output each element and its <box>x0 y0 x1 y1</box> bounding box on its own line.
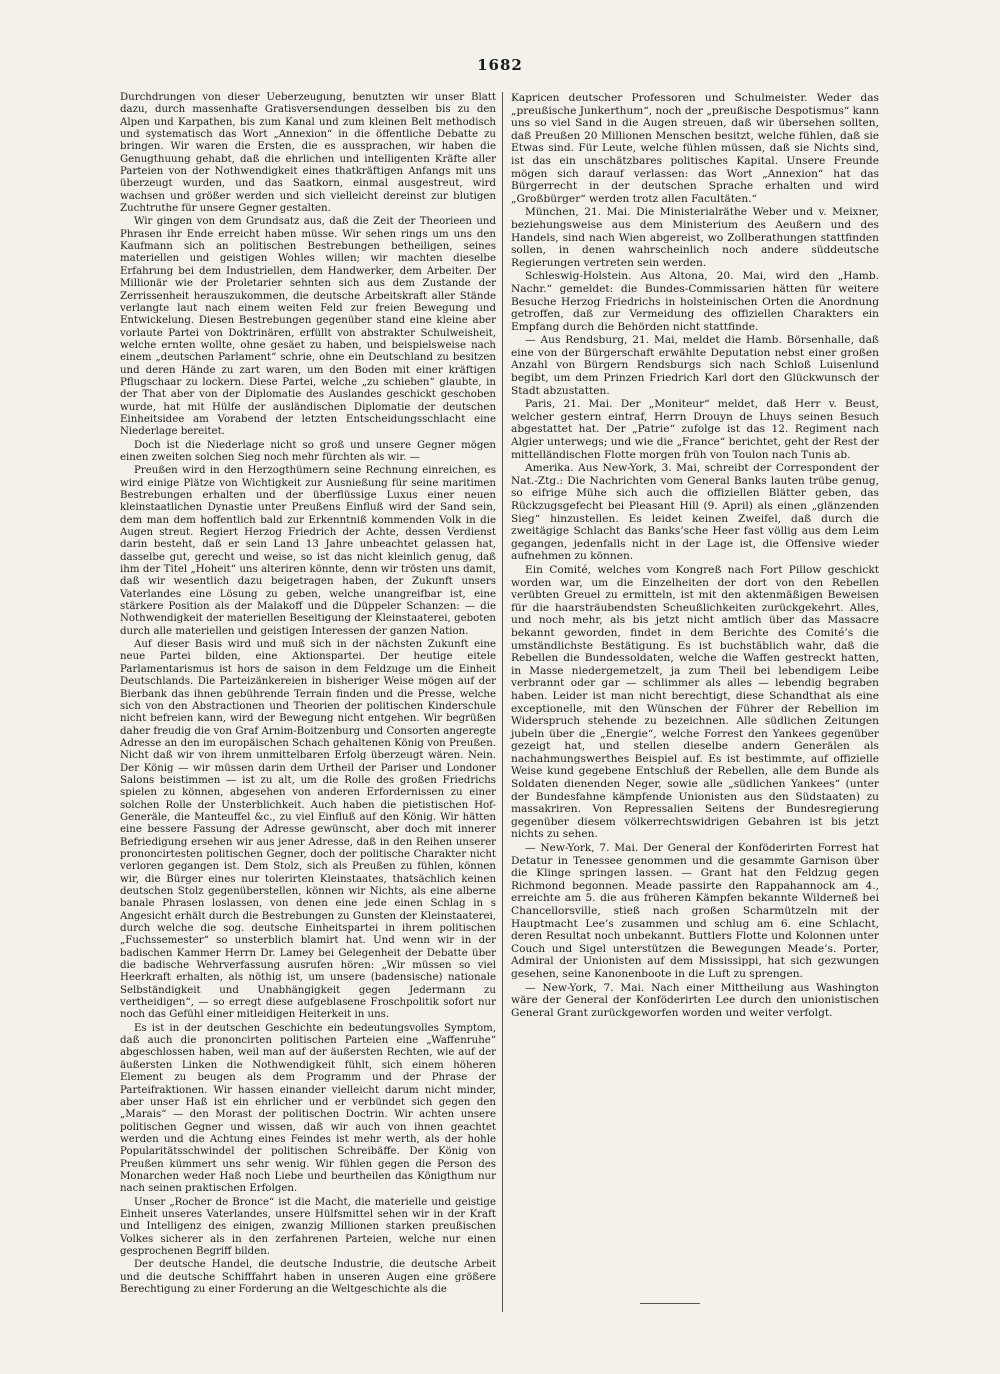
news-item-muenchen: München, 21. Mai. Die Ministerialräthe Weber und v. Meixner, beziehungsweise aus dem Ministerium des Aeußern und des Handels, sind nach Wien abgereist, wo Zollberathungen stattfinden sollen, in denen wahrscheinlich noch andere süddeutsche Regierungen vertreten sein werden. <box>511 206 879 269</box>
end-rule <box>640 1303 700 1304</box>
paragraph: Auf dieser Basis wird und muß sich in der nächsten Zukunft eine neue Partei bilden, eine Aktionspartei. Der heutige eitele Parlamentarismus ist hors de saison in dem Feldzuge um die Einheit Deutschlands. Die Parteizänkereien in bisheriger Weise mögen auf der Bierbank das ihnen gebührende Terrain finden und die Presse, welche sich von den Abstractionen und Theorien der politischen Kinderschule nicht befreien kann, wird der Bewegung nicht entgehen. Wir begrüßen daher freudig die von Graf Arnim-Boitzenburg und Consorten angeregte Adresse an den im europäischen Schach gehaltenen König von Preußen. Nicht daß wir von ihrem unmittelbaren Erfolg überzeugt wären. Nein. Der König — wir müssen darin dem Urtheil der Pariser und Londoner Salons beistimmen — ist zu alt, um die Rolle des großen Friedrichs spielen zu können, abgesehen von anderen Erfordernissen zu einer solchen Rolle der Unsterblichkeit. Auch haben die pietistischen Hof-Generäle, die Manteuffel &c., zu viel Einfluß auf den König. Wir hätten eine bessere Fassung der Adresse gewünscht, aber doch mit innerer Befriedigung ersehen wir aus jener Adresse, daß in den Reihen unserer prononcirtesten politischen Gegner, doch der politische Charakter nicht verloren gegangen ist. Dem Stolz, sich als Preußen zu fühlen, können wir, die Bürger eines nur tolerirten Kleinstaates, thatsächlich keinen deutschen Stolz gegenüberstellen, können wir Nichts, als eine alberne banale Phrasen loslassen, von denen eine jede einen Schlag in s Angesicht erhält durch die Bestrebungen zu Gunsten der Kleinstaaterei, durch welche die sog. deutsche Einheitspartei in ihrem politischen „Fuchssemester“ so unsterblich blamirt hat. Und wenn wir in der badischen Kammer Herrn Dr. Lamey bei Gelegenheit der Debatte über die badische Wehrverfassung ausrufen hören: „Wir müssen so viel Heerkraft erhalten, als nöthig ist, um unsere (badensische) nationale Selbständigkeit und Unabhängigkeit gegen Jedermann zu vertheidigen“, — so erregt diese aufgeblasene Froschpolitik sofort nur noch das Gefühl einer mitleidigen Heiterkeit in uns. <box>120 639 496 1021</box>
paragraph: Kapricen deutscher Professoren und Schulmeister. Weder das „preußische Junkerthum“, noch der „preußische Despotismus“ kann uns so viel Sand in die Augen streuen, daß wir übersehen sollten, daß Preußen 20 Millionen Menschen besitzt, welche fühlen, daß sie Etwas sind. Für Leute, welche fühlen müssen, daß sie Nichts sind, ist das ein unschätzbares politisches Kapital. Unsere Freunde mögen sich darauf verlassen: das Wort „Annexion“ hat das Bürgerrecht in der deutschen Sprache erhalten und wird „Großbürger“ werden trotz allen Facultäten.“ <box>511 92 879 205</box>
column-divider <box>502 92 503 1312</box>
right-column <box>511 92 879 1020</box>
news-item-paris: Paris, 21. Mai. Der „Moniteur“ meldet, daß Herr v. Beust, welcher gestern eintraf, Herrn Drouyn de Lhuys seinen Besuch abgestattet hat. Der „Patrie“ zufolge ist das 12. Regiment nach Algier unterwegs; und wie die „France“ berichtet, geht der Rest der mittelländischen Flotte morgen früh von Toulon nach Tunis ab. <box>511 398 879 461</box>
paragraph: Es ist in der deutschen Geschichte ein bedeutungsvolles Symptom, daß auch die prononcirten politischen Parteien eine „Waffenruhe“ abgeschlossen haben, weil man auf der äußersten Rechten, wie auf der äußersten Linken die Nothwendigkeit fühlt, sich einem höheren Element zu beugen als dem Programm und der Phrase der Parteifraktionen. Wir hassen einander vielleicht darum nicht minder, aber unser Haß ist ein ehrlicher und er verbündet sich gegen den „Marais“ — den Morast der politischen Doctrin. Wir achten unsere politischen Gegner und wissen, daß wir auch von ihnen geachtet werden und die Achtung eines Feindes ist mehr werth, als der hohle Popularitätsschwindel der politischen Schreibäffe. Der König von Preußen kümmert uns sehr wenig. Wir fühlen gegen die Person des Monarchen weder Haß noch Liebe und beurtheilen das Königthum nur nach seinen praktischen Erfolgen. <box>120 1022 496 1195</box>
news-item-new-york: — New-York, 7. Mai. Nach einer Mittheilung aus Washington wäre der General der Konföderirten Lee durch den unionistischen General Grant zurückgeworfen worden und weiter verfolgt. <box>511 981 879 1019</box>
news-item-schleswig-holstein: Schleswig-Holstein. Aus Altona, 20. Mai, wird den „Hamb. Nachr.“ gemeldet: die Bundes-Commissarien hätten für weitere Besuche Herzog Friedrichs in holsteinischen Orten die Anordnung getroffen, daß zur Vermeidung des offiziellen Charakters ein Empfang durch die Behörden nicht stattfinde. <box>511 270 879 333</box>
paragraph: Wir gingen von dem Grundsatz aus, daß die Zeit der Theorieen und Phrasen ihr Ende erreicht haben müsse. Wir sehen rings um uns den Kaufmann sich an politischen Bestrebungen betheiligen, seines materiellen und geistigen Wohles willen; wir machten dieselbe Erfahrung bei dem Industriellen, dem Handwerker, dem Arbeiter. Der Millionär wie der Proletarier sehnten sich aus dem Zustande der Zerrissenheit herauszukommen, die deutsche Arbeitskraft aller Stände verlangte laut nach einem weiten Feld zur freien Bewegung und Entwickelung. Diesen Bestrebungen gegenüber stand eine kleine aber vorlaute Partei von Doktrinären, erfüllt von abstrakter Schulweisheit, welche ernten wollte, ohne gesäet zu haben, und beispielsweise nach einem „deutschen Parlament“ schrie, ohne ein Deutschland zu besitzen und deren Hände zu zart waren, um den Boden mit einer kräftigen Pflugschaar zu lockern. Diese Partei, welche „zu schieben“ glaubte, in der That aber von der Diplomatie des Auslandes geschickt geschoben wurde, hat mit Hülfe der ausländischen Diplomatie der deutschen Einheitsidee am Vorabend der letzten Entscheidungsschlacht eine Niederlage bereitet. <box>120 216 496 438</box>
page-number: 1682 <box>477 56 523 74</box>
left-column <box>120 92 496 1297</box>
paragraph: Durchdrungen von dieser Ueberzeugung, benutzten wir unser Blatt dazu, durch massenhafte Gratisversendungen desselben bis zu den Alpen und Karpathen, bis zum Kanal und zum kleinen Belt methodisch und systematisch das Wort „Annexion“ in die öffentliche Debatte zu bringen. Wir waren die Ersten, die es aussprachen, wir haben die Genugthuung gehabt, daß die ehrlichen und intelligenten Kräfte aller Parteien von der Nothwendigkeit eines thatkräftigen Anfangs mit uns überzeugt wurden, und das Saatkorn, einmal ausgestreut, wird wachsen und größer werden und sich vielleicht dereinst zur blutigen Zuchtruthe für unsere Gegner gestalten. <box>120 92 496 215</box>
news-item-new-york: — New-York, 7. Mai. Der General der Konföderirten Forrest hat Detatur in Tenessee genommen und die gesammte Garnison über die Klinge springen lassen. — Grant hat den Feldzug gegen Richmond begonnen. Meade passirte den Rappahannock am 4., erreichte am 5. die aus früheren Kämpfen bekannte Wilderneß bei Chancellorsville, stieß nach großen Scharmützeln mit der Hauptmacht Lee’s zusammen und schlug am 6. eine Schlacht, deren Resultat noch unbekannt. Buttlers Flotte und Kolonnen unter Couch und Sigel unterstützen die Bewegungen Meade’s. Porter, Admiral der Unionisten auf dem Mississippi, hat sich gezwungen gesehen, seine Kanonenboote in die Luft zu sprengen. <box>511 842 879 980</box>
paragraph: Ein Comité, welches vom Kongreß nach Fort Pillow geschickt worden war, um die Einzelheiten der dort von den Rebellen verübten Greuel zu ermitteln, ist mit den aktenmäßigen Beweisen für die haarsträubendsten Scheußlichkeiten zurückgekehrt. Alles, und noch mehr, als bis jetzt nicht amtlich über das Massacre bekannt geworden, findet in dem Berichte des Comité’s die umständlichste Bestätigung. Es ist buchstäblich wahr, daß die Rebellen die Bundessoldaten, welche die Waffen gestreckt hatten, in Masse niedergemetzelt, ja zum Theil bei lebendigem Leibe verbrannt oder gar — schlimmer als alles — lebendig begraben haben. Leider ist man nicht berechtigt, diese Schandthat als eine exceptionelle, mit den Wünschen der Führer der Rebellion im Widerspruch stehende zu bezeichnen. Alle südlichen Zeitungen jubeln über die „Energie“, welche Forrest den Yankees gegenüber gezeigt hat, und stellen dieselbe andern Generälen als nachahmungswerthes Beispiel auf. Es ist bestimmte, auf offizielle Weise kund gegebene Entschluß der Rebellen, alle dem Bunde als Soldaten dienenden Neger, sowie alle „südlichen Yankees“ (unter der Bundesfahne kämpfende Unionisten aus den Südstaaten) zu massakriren. Von Repressalien Seitens der Bundesregierung gegenüber diesem völkerrechtswidrigen Gebahren ist bis jetzt nichts zu sehen. <box>511 563 879 841</box>
news-item-amerika: Amerika. Aus New-York, 3. Mai, schreibt der Correspondent der Nat.-Ztg.: Die Nachrichten vom General Banks lauten trübe genug, so eifrige Mühe sich auch die offiziellen Blätter geben, das Rückzugsgefecht bei Pleasant Hill (9. April) als einen „glänzenden Sieg“ hinzustellen. Es leidet keinen Zweifel, daß durch die zweitägige Schlacht das Banks’sche Heer fast völlig aus dem Leim gegangen, jedenfalls nicht in der Lage ist, die Offensive wieder aufnehmen zu können. <box>511 462 879 563</box>
paragraph: Der deutsche Handel, die deutsche Industrie, die deutsche Arbeit und die deutsche Schifffahrt haben in unseren Augen eine größere Berechtigung zu einer Forderung an die Weltgeschichte als die <box>120 1259 496 1295</box>
news-item-rendsburg: — Aus Rendsburg, 21. Mai, meldet die Hamb. Börsenhalle, daß eine von der Bürgerschaft erwählte Deputation nebst einer großen Anzahl von Bürgern Rendsburgs sich nach Schloß Luisenlund begibt, um dem Prinzen Friedrich Karl dort den Glückwunsch der Stadt abzustatten. <box>511 334 879 397</box>
paragraph: Preußen wird in den Herzogthümern seine Rechnung einreichen, es wird einige Plätze von Wichtigkeit zur Ausnießung für seine maritimen Bestrebungen erhalten und der überflüssige Luxus einer neuen kleinstaatlichen Dynastie unter Preußens Einfluß wird der Sand sein, dem man dem hoffentlich bald zur Erkenntniß kommenden Volk in die Augen streut. Regiert Herzog Friedrich der Achte, dessen Verdienst darin besteht, daß er sein Land 13 Jahre unbeachtet gelassen hat, dasselbe gut, gerecht und weise, so ist das nicht kleinlich genug, daß ihm der Titel „Hoheit“ uns alteriren könnte, denn wir trösten uns damit, daß wir wesentlich dazu beigetragen haben, der Zukunft unsers Vaterlandes eine Lösung zu geben, welche unangreifbar ist, eine stärkere Position als der Malakoff und die Düppeler Schanzen: — die Nothwendigkeit der materiellen Beseitigung der Kleinstaaterei, geboten durch alle materiellen und geistigen Interessen der ganzen Nation. <box>120 465 496 637</box>
paragraph: Doch ist die Niederlage nicht so groß und unsere Gegner mögen einen zweiten solchen Sieg noch mehr fürchten als wir. — <box>120 439 496 463</box>
paragraph: Unser „Rocher de Bronce“ ist die Macht, die materielle und geistige Einheit unseres Vaterlandes, unsere Hülfsmittel sehen wir in der Kraft und Intelligenz des einigen, zwanzig Millionen starken preußischen Volkes sicherer als in den zerfahrenen Parteien, welche nur einen gesprochenen Begriff bilden. <box>120 1196 496 1257</box>
